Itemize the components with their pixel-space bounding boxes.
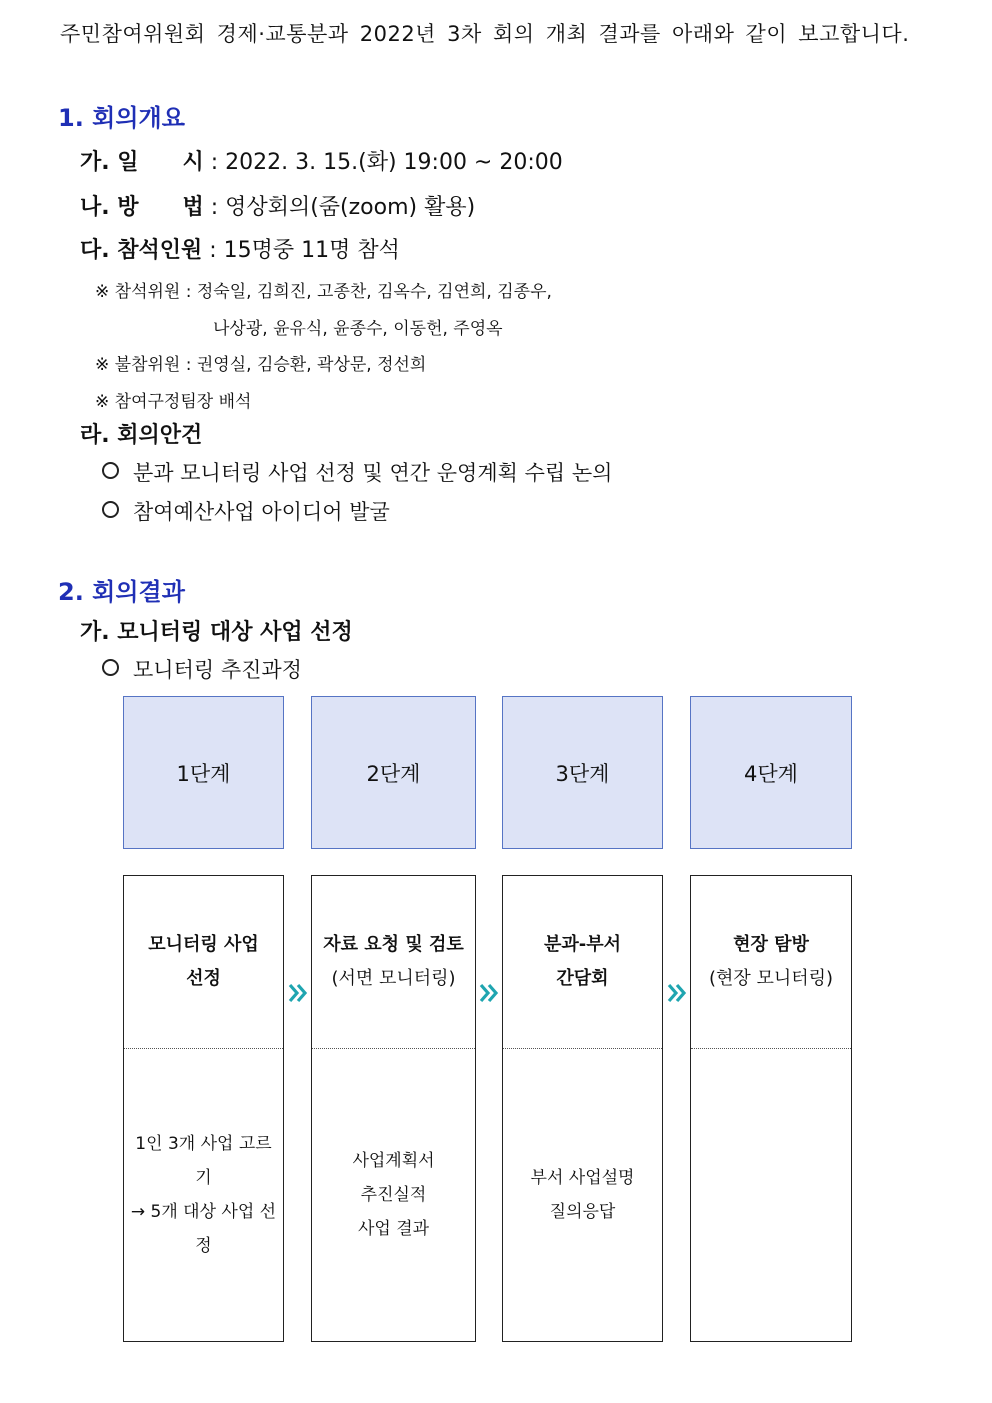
date-value: : 2022. 3. 15.(화) 19:00 ~ 20:00 [210,150,563,175]
double-chevron-right-icon [666,980,688,1006]
stage-1-box: 1단계 [123,696,284,849]
section1-heading: 1. 회의개요 [58,104,185,132]
step-4-detail [691,1048,851,1341]
stage-2-box: 2단계 [311,696,476,849]
step-3-title: 분과-부서 간담회 [503,876,662,1049]
step-4-box [690,875,852,1342]
attendees-label: 다. 참석인원 [80,238,203,263]
date-row [80,145,563,176]
monitoring-selection-label: 가. 모니터링 대상 사업 선정 [80,620,353,645]
step-2-detail: 사업계획서 추진실적 사업 결과 [352,1150,435,1239]
method-value: : 영상회의(줌(zoom) 활용) [210,195,476,220]
circle-bullet-icon [102,659,119,676]
agenda-item: 참여예산사업 아이디어 발굴 [102,496,390,526]
double-chevron-right-icon [478,980,500,1006]
step-3-detail: 부서 사업설명 질의응답 [530,1167,635,1222]
section2-heading: 2. 회의결과 [58,578,185,606]
agenda-label: 라. 회의안건 [80,423,203,448]
step-2-box [311,875,476,1342]
step-2-title: 자료 요청 및 검토 (서면 모니터링) [312,876,475,1049]
step-1-detail: 1인 3개 사업 고르기 → 5개 대상 사업 선 정 [130,1133,277,1256]
date-label: 가. 일 시 [80,150,204,175]
stage-3-box: 3단계 [502,696,663,849]
double-chevron-right-icon [287,980,309,1006]
process-label: 모니터링 추진과정 [102,654,302,684]
note-absent: ※ 불참위원 : 권영실, 김승환, 곽상문, 정선희 [95,355,427,375]
step-4-title: 현장 탐방 (현장 모니터링) [691,876,851,1049]
step-1-title: 모니터링 사업 선정 [124,876,283,1049]
note-attending-cont: 나상광, 윤유식, 윤종수, 이동헌, 주영옥 [213,319,503,339]
step-3-box [502,875,663,1342]
note-attending: ※ 참석위원 : 정숙일, 김희진, 고종찬, 김옥수, 김연희, 김종우, [95,282,552,302]
circle-bullet-icon [102,501,119,518]
circle-bullet-icon [102,462,119,479]
attendees-row [80,233,400,264]
intro-text: 주민참여위원회 경제·교통분과 2022년 3차 회의 개최 결과를 아래와 같이 보고합니다. [60,22,910,46]
attendees-value: : 15명중 11명 참석 [209,238,400,263]
step-1-box [123,875,284,1342]
agenda-item: 분과 모니터링 사업 선정 및 연간 운영계획 수립 논의 [102,457,612,487]
method-label: 나. 방 법 [80,195,204,220]
method-row [80,190,475,221]
note-team-leader: ※ 참여구정팀장 배석 [95,392,252,412]
stage-4-box: 4단계 [690,696,852,849]
